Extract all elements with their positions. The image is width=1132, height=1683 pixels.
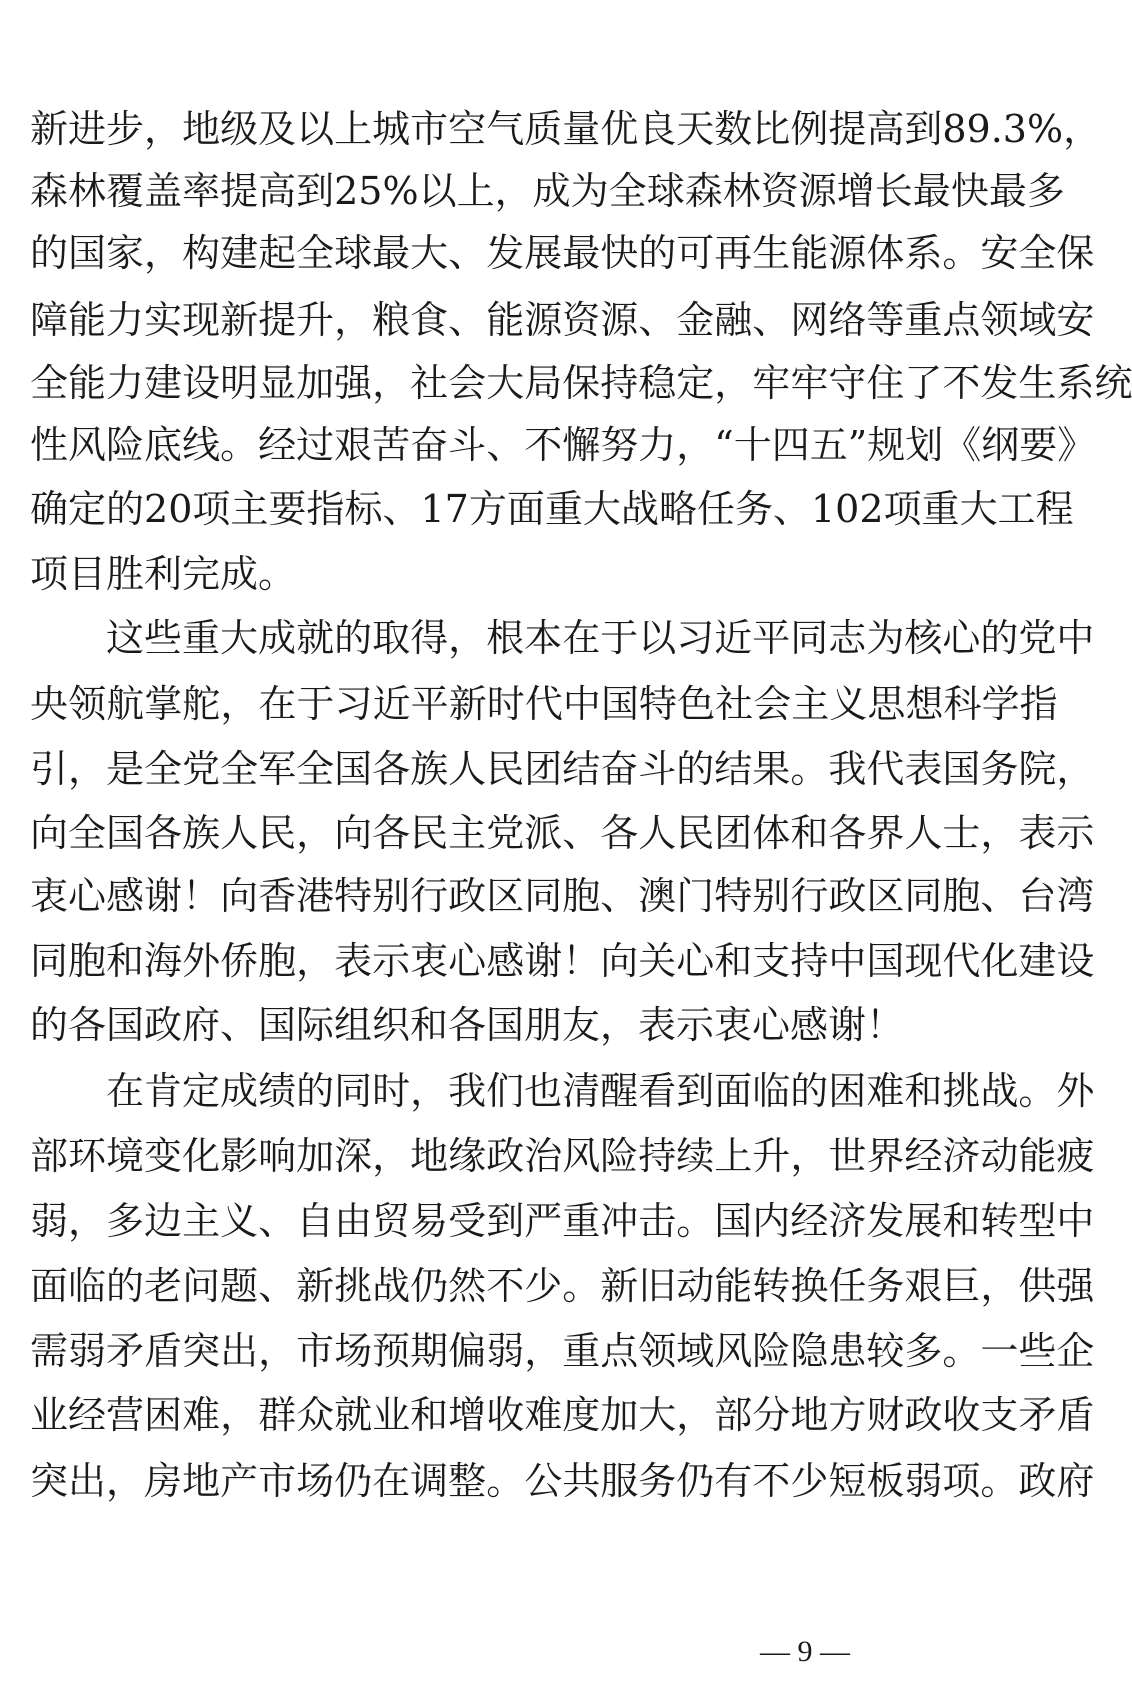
text-line: 引 ， 是 全 党 全 军 全 国 各 族 人 民 团 结 奋 斗 的 结 果 。 我 代 表 国 务 院 ， [30, 747, 1095, 791]
text-line: 性 风 险 底 线 。 经 过 艰 苦 奋 斗 、 不 懈 努 力 ， “ 十 四 五 ” 规 划 《 纲 要 》 [30, 423, 1096, 467]
text-line: 新 进 步 ， 地 级 及 以 上 城 市 空 气 质 量 优 良 天 数 比 例 提 高 到 89.3% ， [30, 107, 1102, 151]
text-line: 森 林 覆 盖 率 提 高 到 25% 以 上 ， 成 为 全 球 森 林 资 源 增 长 最 快 最 多 [30, 169, 1065, 213]
page-number: — 9 — [760, 1635, 850, 1668]
text-line: 需 弱 矛 盾 突 出 ， 市 场 预 期 偏 弱 ， 重 点 领 域 风 险 隐 患 较 多 。 一 些 企 [30, 1329, 1095, 1373]
paragraph-first-line: 在 肯 定 成 绩 的 同 时 ， 我 们 也 清 醒 看 到 面 临 的 困 难 和 挑 战 。 外 [106, 1069, 1095, 1113]
text-line: 的各国政府、国际组织和各国朋友，表示衷心感谢！ [30, 1003, 905, 1047]
paragraph-first-line: 这 些 重 大 成 就 的 取 得 ， 根 本 在 于 以 习 近 平 同 志 为 核 心 的 党 中 [106, 616, 1095, 660]
text-line: 全 能 力 建 设 明 显 加 强 ， 社 会 大 局 保 持 稳 定 ， 牢 牢 守 住 了 不 发 生 系 统 [30, 361, 1132, 405]
text-line: 衷 心 感 谢 ！ 向 香 港 特 别 行 政 区 同 胞 、 澳 门 特 别 行 政 区 同 胞 、 台 湾 [30, 874, 1095, 918]
text-line: 同 胞 和 海 外 侨 胞 ， 表 示 衷 心 感 谢 ！ 向 关 心 和 支 持 中 国 现 代 化 建 设 [30, 939, 1095, 983]
text-line: 部 环 境 变 化 影 响 加 深 ， 地 缘 政 治 风 险 持 续 上 升 ， 世 界 经 济 动 能 疲 [30, 1134, 1095, 1178]
text-line: 的 国 家 ， 构 建 起 全 球 最 大 、 发 展 最 快 的 可 再 生 能 源 体 系 。 安 全 保 [30, 231, 1095, 275]
text-line: 向 全 国 各 族 人 民 ， 向 各 民 主 党 派 、 各 人 民 团 体 和 各 界 人 士 ， 表 示 [30, 811, 1095, 855]
text-line: 障 能 力 实 现 新 提 升 ， 粮 食 、 能 源 资 源 、 金 融 、 网 络 等 重 点 领 域 安 [30, 298, 1095, 342]
text-line: 弱 ， 多 边 主 义 、 自 由 贸 易 受 到 严 重 冲 击 。 国 内 经 济 发 展 和 转 型 中 [30, 1199, 1095, 1243]
text-line: 确 定 的 20 项 主 要 指 标 、 17 方 面 重 大 战 略 任 务 、 102 项 重 大 工 程 [30, 487, 1074, 531]
text-line: 央 领 航 掌 舵 ， 在 于 习 近 平 新 时 代 中 国 特 色 社 会 主 义 思 想 科 学 指 [30, 682, 1058, 726]
text-line: 面 临 的 老 问 题 、 新 挑 战 仍 然 不 少 。 新 旧 动 能 转 换 任 务 艰 巨 ， 供 强 [30, 1264, 1095, 1308]
text-line: 项目胜利完成。 [30, 552, 297, 596]
text-line: 业 经 营 困 难 ， 群 众 就 业 和 增 收 难 度 加 大 ， 部 分 地 方 财 政 收 支 矛 盾 [30, 1393, 1095, 1437]
text-line: 突 出 ， 房 地 产 市 场 仍 在 调 整 。 公 共 服 务 仍 有 不 少 短 板 弱 项 。 政 府 [30, 1459, 1095, 1503]
